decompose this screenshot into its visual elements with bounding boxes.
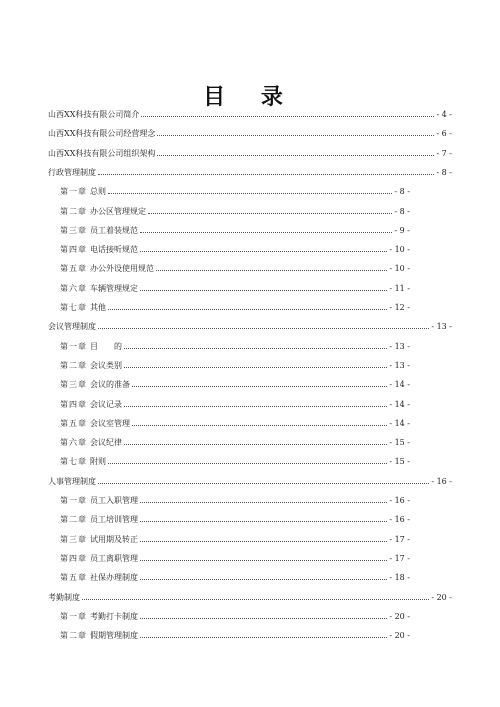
toc-page-number: - 8 - [394, 187, 410, 197]
toc-entry-label: 会议记录 [90, 399, 122, 409]
toc-chapter-number: 第四章 [60, 245, 87, 255]
toc-chapter-number: 第三章 [60, 534, 87, 544]
toc-entry-label: 办公区管理规定 [90, 206, 146, 216]
toc-page-number: - 20 - [389, 631, 410, 641]
toc-entry-label: 员工培训管理 [90, 515, 138, 525]
toc-entry[interactable] [60, 419, 410, 429]
toc-chapter-number: 第五章 [60, 573, 87, 583]
toc-leader-dots [140, 501, 387, 503]
toc-leader-dots [132, 424, 387, 426]
toc-entry[interactable] [60, 380, 410, 390]
toc-leader-dots [124, 347, 387, 349]
toc-chapter-number: 第四章 [60, 399, 87, 409]
toc-chapter-number: 第七章 [60, 303, 87, 312]
toc-chapter-number: 第一章 [60, 496, 87, 505]
toc-entry[interactable] [48, 477, 452, 487]
toc-entry-label: 总则 [90, 187, 106, 197]
toc-leader-dots [140, 520, 387, 522]
toc-page-number: - 20 - [389, 611, 410, 621]
toc-leader-dots [140, 289, 387, 291]
toc-page-number: - 6 - [436, 129, 452, 139]
toc-entry-label: 行政管理制度 [48, 167, 96, 177]
toc-entry[interactable] [60, 554, 410, 564]
toc-chapter-number: 第一章 [60, 187, 87, 197]
toc-leader-dots [98, 173, 434, 175]
toc-entry[interactable] [60, 187, 410, 197]
toc-page-number: - 17 - [389, 534, 410, 544]
toc-entry[interactable] [60, 226, 410, 236]
toc-chapter-number: 第二章 [60, 631, 87, 641]
toc-entry[interactable] [48, 168, 452, 178]
toc-entry[interactable] [48, 129, 452, 139]
toc-leader-dots [140, 540, 387, 542]
toc-entry-label: 试用期及转正 [90, 534, 138, 544]
toc-leader-dots [108, 192, 392, 194]
toc-chapter-number: 第一章 [60, 611, 87, 621]
toc-entry-label: 会议的准备 [90, 380, 130, 390]
toc-entry[interactable] [48, 322, 452, 332]
toc-entry-label: 山西XX科技有限公司组织架构 [48, 148, 156, 158]
toc-entry[interactable] [48, 110, 452, 120]
toc-entry[interactable] [60, 400, 410, 410]
toc-entry-label: 附则 [90, 457, 106, 467]
toc-entry[interactable] [60, 535, 410, 545]
toc-chapter-number: 第五章 [60, 264, 87, 274]
toc-page-number: - 16 - [389, 496, 410, 505]
toc-page-number: - 7 - [436, 148, 452, 158]
toc-entry-label: 假期管理制度 [90, 631, 138, 641]
toc-entry-label: 电话接听规范 [90, 245, 138, 255]
toc-leader-dots [108, 308, 387, 310]
toc-entry-label: 员工着装规范 [90, 225, 138, 235]
toc-entry-label: 会议室管理 [90, 418, 130, 428]
toc-leader-dots [140, 250, 387, 252]
toc-page-number: - 14 - [389, 380, 410, 390]
toc-leader-dots [140, 617, 387, 619]
toc-entry-label: 办公外设使用规范 [90, 264, 154, 274]
toc-chapter-number: 第六章 [60, 438, 87, 448]
toc-chapter-number: 第三章 [60, 225, 87, 235]
toc-entry[interactable] [60, 438, 410, 448]
toc-leader-dots [140, 231, 392, 233]
toc-page-number: - 8 - [436, 167, 452, 177]
toc-entry[interactable] [60, 303, 410, 313]
toc-page-number: - 4 - [436, 110, 452, 119]
toc-leader-dots [148, 212, 392, 214]
toc-page-number: - 20 - [431, 592, 452, 602]
toc-entry-label: 山西XX科技有限公司经营理念 [48, 129, 156, 139]
toc-entry-label: 社保办理制度 [90, 573, 138, 583]
toc-page-number: - 14 - [389, 399, 410, 409]
toc-entry-label: 其他 [90, 303, 106, 312]
toc-entry[interactable] [60, 361, 410, 371]
toc-leader-dots [140, 578, 387, 580]
toc-entry[interactable] [60, 631, 410, 641]
toc-page-number: - 10 - [389, 264, 410, 274]
toc-leader-dots [98, 327, 429, 329]
toc-entry[interactable] [60, 573, 410, 583]
toc-entry-label: 山西XX科技有限公司简介 [48, 110, 140, 119]
toc-leader-dots [140, 636, 387, 638]
toc-entry-label: 会议纪律 [90, 438, 122, 448]
toc-leader-dots [132, 385, 387, 387]
toc-leader-dots [82, 598, 429, 600]
toc-chapter-number: 第二章 [60, 360, 87, 370]
toc-entry[interactable] [60, 342, 410, 352]
toc-chapter-number: 第二章 [60, 206, 87, 216]
toc-page-number: - 16 - [431, 476, 452, 486]
toc-entry[interactable] [48, 593, 452, 603]
toc-entry[interactable] [60, 612, 410, 622]
toc-page-number: - 14 - [389, 418, 410, 428]
toc-leader-dots [98, 482, 429, 484]
toc-page-number: - 13 - [389, 360, 410, 370]
toc-page-number: - 13 - [389, 341, 410, 351]
toc-page-number: - 8 - [394, 206, 410, 216]
toc-entry[interactable] [60, 457, 410, 467]
toc-entry[interactable] [60, 515, 410, 525]
toc-entry-label: 考勤打卡制度 [90, 611, 138, 621]
toc-chapter-number: 第二章 [60, 515, 87, 525]
toc-entry-label: 会议类别 [90, 360, 122, 370]
toc-leader-dots [124, 443, 387, 445]
toc-chapter-number: 第五章 [60, 418, 87, 428]
toc-chapter-number: 第三章 [60, 380, 87, 390]
toc-page-number: - 18 - [389, 573, 410, 583]
toc-chapter-number: 第六章 [60, 283, 87, 293]
toc-leader-dots [140, 559, 387, 561]
toc-leader-dots [108, 462, 387, 464]
toc-entry[interactable] [48, 149, 452, 159]
toc-leader-dots [157, 134, 434, 136]
toc-entry[interactable] [60, 207, 410, 217]
toc-entry-label: 会议管理制度 [48, 322, 96, 332]
toc-page-number: - 11 - [389, 283, 410, 293]
toc-page-number: - 17 - [389, 553, 410, 563]
toc-page-number: - 10 - [389, 245, 410, 255]
toc-entry[interactable] [60, 284, 410, 294]
toc-entry[interactable] [60, 496, 410, 506]
toc-entry[interactable] [60, 264, 410, 274]
toc-page-number: - 15 - [389, 457, 410, 467]
toc-leader-dots [124, 405, 387, 407]
toc-page-number: - 9 - [394, 225, 410, 235]
toc-leader-dots [124, 366, 387, 368]
toc-page-number: - 15 - [389, 438, 410, 448]
toc-page-number: - 16 - [389, 515, 410, 525]
toc-chapter-number: 第一章 [60, 341, 87, 351]
toc-entry[interactable] [60, 245, 410, 255]
toc-leader-dots [141, 115, 434, 117]
toc-entry-label: 目 的 [90, 341, 122, 351]
toc-entry-label: 人事管理制度 [48, 476, 96, 486]
toc-entry-label: 车辆管理规定 [90, 283, 138, 293]
toc-entry-label: 考勤制度 [48, 592, 80, 602]
toc-entry-label: 员工入职管理 [90, 496, 138, 505]
page-title: 目 录 [203, 84, 297, 110]
toc-entry-label: 员工离职管理 [90, 553, 138, 563]
toc-leader-dots [157, 154, 434, 156]
toc-chapter-number: 第四章 [60, 553, 87, 563]
toc-leader-dots [156, 269, 387, 271]
toc-page-number: - 13 - [431, 322, 452, 332]
toc-chapter-number: 第七章 [60, 457, 87, 467]
toc-page-number: - 12 - [389, 303, 410, 312]
